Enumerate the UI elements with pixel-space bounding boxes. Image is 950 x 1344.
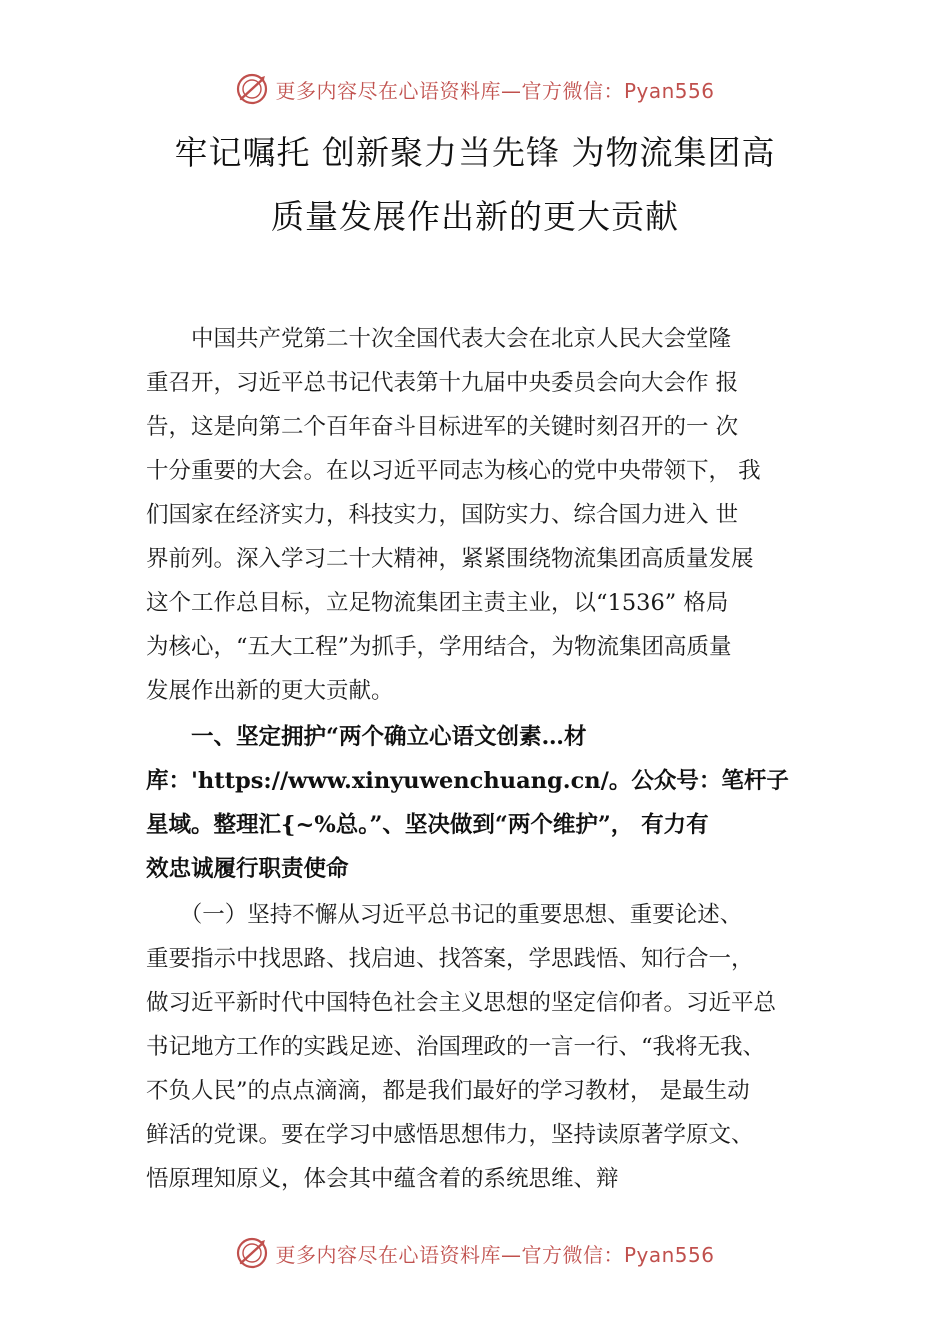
paragraph-line: 重要指示中找思路、找启迪、找答案，学思践悟、知行合一， <box>146 946 754 972</box>
section-heading-line: 一、坚定拥护“两个确立心语文创素…材 <box>146 724 587 750</box>
paragraph-line: 做习近平新时代中国特色社会主义思想的坚定信仰者。习近平总 <box>146 990 777 1016</box>
document-title-line-1: 牢记嘱托 创新聚力当先锋 为物流集团高 <box>174 133 776 172</box>
section-heading-line: 效忠诚履行职责使命 <box>146 856 349 882</box>
paragraph-line: 们国家在经济实力，科技实力，国防实力、综合国力进入 世 <box>146 502 739 528</box>
watermark-banner-bottom <box>0 1236 950 1270</box>
watermark-text: 更多内容尽在心语资料库—官方微信：Pyan556 <box>275 1242 715 1267</box>
section-heading-line: 库：'https://www.xinyuwenchuang.cn/。公众号：笔杆子 <box>146 768 789 794</box>
paragraph-line: 为核心，“五大工程”为抓手，学用结合，为物流集团高质量 <box>146 634 732 660</box>
brand-logo-icon <box>235 1236 269 1270</box>
paragraph-line: 重召开，习近平总书记代表第十九届中央委员会向大会作 报 <box>146 370 739 396</box>
brand-logo-icon <box>235 72 269 106</box>
paragraph-line: 发展作出新的更大贡献。 <box>146 678 394 704</box>
paragraph-line: 书记地方工作的实践足迹、治国理政的一言一行、“我将无我、 <box>146 1034 766 1060</box>
paragraph-line: 告，这是向第二个百年奋斗目标进军的关键时刻召开的一 次 <box>146 414 739 440</box>
paragraph-line: 十分重要的大会。在以习近平同志为核心的党中央带领下， 我 <box>146 458 761 484</box>
paragraph-line: 鲜活的党课。要在学习中感悟思想伟力，坚持读原著学原文、 <box>146 1122 754 1148</box>
paragraph-line: 中国共产党第二十次全国代表大会在北京人民大会堂隆 <box>146 326 732 352</box>
watermark-text: 更多内容尽在心语资料库—官方微信：Pyan556 <box>275 78 715 103</box>
paragraph-line: 不负人民”的点点滴滴，都是我们最好的学习教材， 是最生动 <box>146 1078 750 1104</box>
section-heading-line: 星域。整理汇{~%总。”、坚决做到“两个维护”， 有力有 <box>146 812 709 838</box>
watermark-banner-top <box>0 72 950 106</box>
paragraph-line: 这个工作总目标，立足物流集团主责主业，以“1536” 格局 <box>146 590 729 616</box>
paragraph-line: 悟原理知原义，体会其中蕴含着的系统思维、辩 <box>146 1166 619 1192</box>
paragraph-line: 界前列。深入学习二十大精神，紧紧围绕物流集团高质量发展 <box>146 546 754 572</box>
document-title-line-2: 质量发展作出新的更大贡献 <box>271 197 679 236</box>
paragraph-line: （一）坚持不懈从习近平总书记的重要思想、重要论述、 <box>146 902 743 928</box>
